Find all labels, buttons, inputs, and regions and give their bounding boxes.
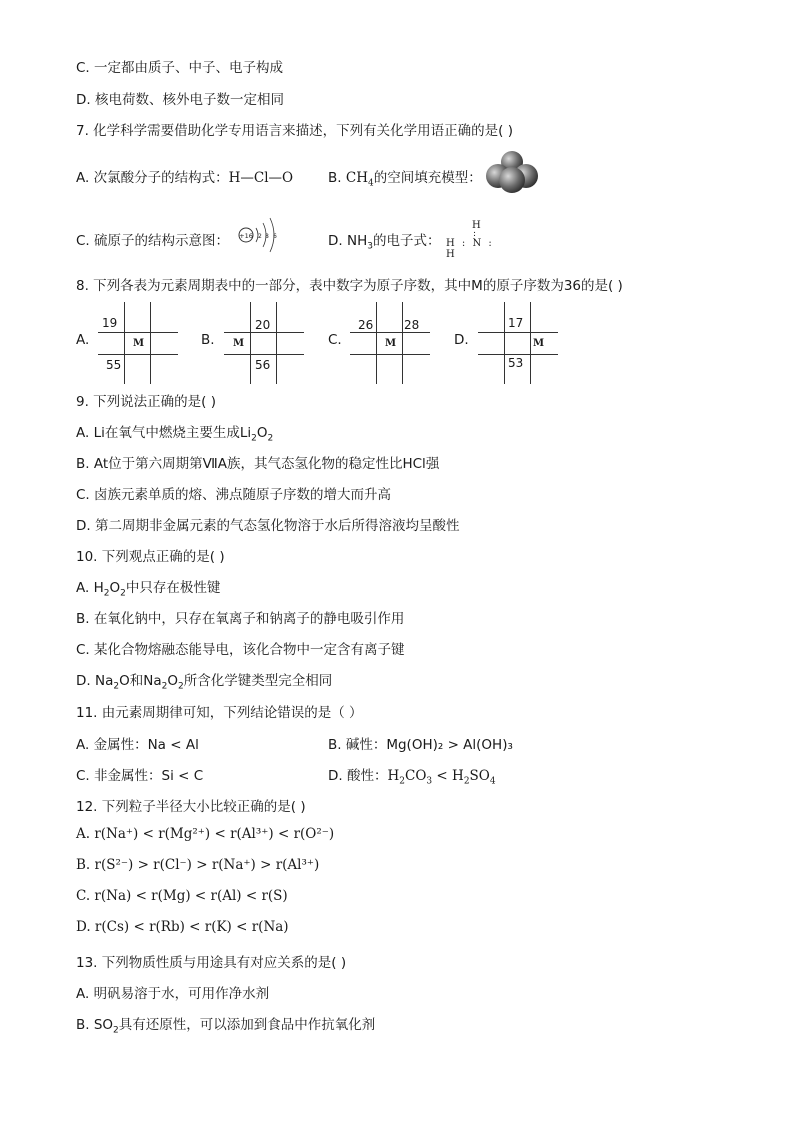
q11-option-b: B. 碱性：Mg(OH)₂ > Al(OH)₃ — [328, 737, 513, 753]
q6-option-d: D. 核电荷数、核外电子数一定相同 — [76, 92, 284, 108]
q10-option-d: D. $Na_2O$和$Na_2O_2$所含化学键类型完全相同 — [76, 673, 333, 692]
electron-formula-top-h: H — [472, 220, 481, 231]
q11-option-d-label: D. 酸性： — [328, 768, 388, 784]
grid-c-number-right: 28 — [404, 318, 420, 332]
shell-1-count: 2 — [258, 233, 262, 240]
q8-option-b-label: B. — [201, 332, 215, 348]
q13-option-b-text: 具有还原性，可以添加到食品中作抗氧化剂 — [118, 1017, 376, 1033]
q8-stem: 8. 下列各表为元素周期表中的一部分，表中数字为原子序数，其中M的原子序数为36的是( ) — [76, 278, 623, 294]
q11-stem: 11. 由元素周期律可知，下列结论错误的是（ ） — [76, 705, 363, 721]
q12-option-c: C. r(Na) < r(Mg) < r(Al) < r(S) — [76, 888, 288, 904]
q10-option-c: C. 某化合物熔融态能导电，该化合物中一定含有离子键 — [76, 642, 405, 658]
q13-stem: 13. 下列物质性质与用途具有对应关系的是( ) — [76, 955, 347, 971]
nh3-electron-formula — [446, 220, 506, 260]
electron-formula-dots: : — [473, 229, 477, 239]
q7-stem: 7. 化学科学需要借助化学专用语言来描述，下列有关化学用语正确的是( ) — [76, 123, 513, 139]
shell-3-count: 6 — [273, 233, 277, 240]
electron-formula-middle: H : N : H — [446, 238, 494, 260]
ch4-space-filling-model-icon — [484, 148, 540, 196]
q7-option-d-text: 的电子式： — [372, 233, 441, 249]
q8-option-c-label: C. — [328, 332, 342, 348]
q12-option-b: B. r(S²⁻) > r(Cl⁻) > r(Na⁺) > r(Al³⁺) — [76, 857, 320, 873]
q8-option-a-grid — [98, 302, 178, 384]
grid-c-m: M — [385, 338, 397, 349]
q8-option-d-label: D. — [454, 332, 469, 348]
q12-option-a: A. r(Na⁺) < r(Mg²⁺) < r(Al³⁺) < r(O²⁻) — [76, 826, 335, 842]
grid-d-number-top: 17 — [508, 316, 524, 330]
q7-option-a — [76, 166, 293, 186]
q7-option-c: C. 硫原子的结构示意图： — [76, 233, 230, 249]
q10-option-b: B. 在氧化钠中，只存在氧离子和钠离子的静电吸引作用 — [76, 611, 405, 627]
q7-option-b-text: 的空间填充模型： — [373, 170, 482, 186]
q7-option-a-formula: H—Cl—O — [228, 170, 294, 186]
q6-option-c: C. 一定都由质子、中子、电子构成 — [76, 60, 284, 76]
q7-option-d: D. $NH_3$的电子式： — [328, 233, 441, 252]
grid-a-number-bottom: 55 — [106, 358, 122, 372]
q7-option-a-label: A. 次氯酸分子的结构式： — [76, 170, 229, 186]
q12-stem: 12. 下列粒子半径大小比较正确的是( ) — [76, 799, 306, 815]
q7-option-b — [328, 166, 482, 189]
grid-d-m: M — [533, 338, 545, 349]
q7-option-b-label: B. — [328, 170, 346, 186]
grid-c-number-left: 26 — [358, 318, 374, 332]
q9-option-a-text: A. Li在氧气中燃烧主要生成Li — [76, 425, 252, 441]
q9-option-a: A. Li在氧气中燃烧主要生成$Li_2O_2$ — [76, 425, 274, 444]
q11-option-a: A. 金属性：Na < Al — [76, 737, 199, 753]
q9-option-d: D. 第二周期非金属元素的气态氢化物溶于水后所得溶液均呈酸性 — [76, 518, 460, 534]
q9-stem: 9. 下列说法正确的是( ) — [76, 394, 216, 410]
grid-b-m: M — [233, 338, 245, 349]
grid-a-m: M — [133, 338, 145, 349]
q10-stem: 10. 下列观点正确的是( ) — [76, 549, 225, 565]
shell-2-count: 8 — [265, 233, 269, 240]
q8-option-d-grid — [478, 302, 558, 384]
q8-option-b-grid — [224, 302, 304, 384]
grid-d-number-bottom: 53 — [508, 356, 524, 370]
ch4-formula: $CH_4$ — [345, 170, 374, 189]
q13-option-b: B. $SO_2$具有还原性，可以添加到食品中作抗氧化剂 — [76, 1017, 376, 1036]
q9-option-b: B. At位于第六周期第ⅦA族，其气态氢化物的稳定性比HCl强 — [76, 456, 440, 472]
q8-option-c-grid — [350, 302, 430, 384]
nucleus-charge: +16 — [239, 232, 253, 240]
q9-option-c: C. 卤族元素单质的熔、沸点随原子序数的增大而升高 — [76, 487, 392, 503]
q12-option-d: D. r(Cs) < r(Rb) < r(K) < r(Na) — [76, 919, 289, 935]
q10-option-a-text: 中只存在极性键 — [125, 580, 221, 596]
q11-option-d: D. 酸性：$H_2CO_3 < H_2SO_4$ — [328, 768, 496, 787]
grid-b-number-top: 20 — [255, 318, 271, 332]
q8-option-a-label: A. — [76, 332, 90, 348]
sulfur-atom-structure-diagram — [236, 214, 284, 256]
q10-option-a: A. $H_2O_2$中只存在极性键 — [76, 580, 221, 599]
q10-option-d-text: 所含化学键类型完全相同 — [183, 673, 333, 689]
q7-option-d-label: D. NH — [328, 233, 368, 249]
grid-b-number-bottom: 56 — [255, 358, 271, 372]
q11-option-c: C. 非金属性：Si < C — [76, 768, 204, 784]
q13-option-a: A. 明矾易溶于水，可用作净水剂 — [76, 986, 270, 1002]
grid-a-number-top: 19 — [102, 316, 118, 330]
